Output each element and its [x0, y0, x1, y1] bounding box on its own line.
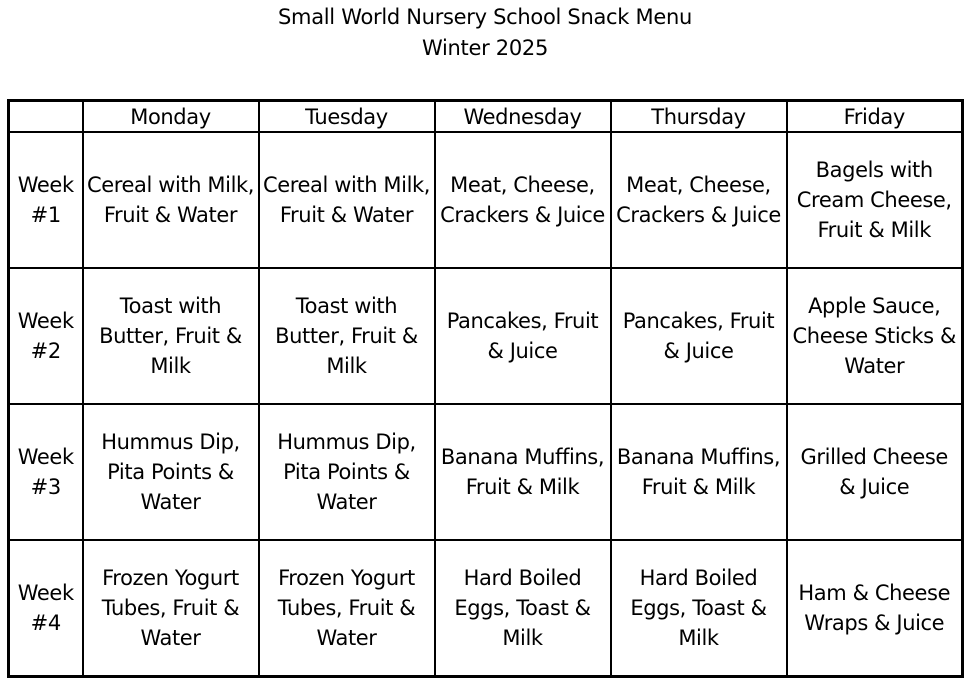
table-row — [9, 132, 963, 268]
page-title: Small World Nursery School Snack Menu — [278, 5, 692, 29]
table-row — [9, 540, 963, 677]
title-block — [0, 2, 970, 64]
menu-cell: Hummus Dip, Pita Points & Water — [83, 404, 259, 540]
day-header-wednesday: Wednesday — [435, 101, 611, 133]
header-row — [9, 101, 963, 133]
menu-cell: Cereal with Milk, Fruit & Water — [83, 132, 259, 268]
table-row — [9, 404, 963, 540]
week-label: Week #2 — [9, 268, 83, 404]
menu-cell: Meat, Cheese, Crackers & Juice — [435, 132, 611, 268]
menu-cell: Banana Muffins, Fruit & Milk — [435, 404, 611, 540]
menu-cell: Hummus Dip, Pita Points & Water — [259, 404, 435, 540]
menu-cell: Frozen Yogurt Tubes, Fruit & Water — [259, 540, 435, 677]
menu-cell: Pancakes, Fruit & Juice — [435, 268, 611, 404]
menu-cell: Ham & Cheese Wraps & Juice — [787, 540, 963, 677]
week-label: Week #1 — [9, 132, 83, 268]
menu-cell: Frozen Yogurt Tubes, Fruit & Water — [83, 540, 259, 677]
day-header-monday: Monday — [83, 101, 259, 133]
menu-cell: Hard Boiled Eggs, Toast & Milk — [435, 540, 611, 677]
table-row — [9, 268, 963, 404]
menu-cell: Grilled Cheese & Juice — [787, 404, 963, 540]
page-subtitle: Winter 2025 — [421, 36, 549, 60]
week-label: Week #3 — [9, 404, 83, 540]
week-label: Week #4 — [9, 540, 83, 677]
day-header-friday: Friday — [787, 101, 963, 133]
day-header-tuesday: Tuesday — [259, 101, 435, 133]
day-header-thursday: Thursday — [611, 101, 787, 133]
menu-cell: Meat, Cheese, Crackers & Juice — [611, 132, 787, 268]
menu-cell: Hard Boiled Eggs, Toast & Milk — [611, 540, 787, 677]
menu-cell: Banana Muffins, Fruit & Milk — [611, 404, 787, 540]
menu-cell: Bagels with Cream Cheese, Fruit & Milk — [787, 132, 963, 268]
corner-cell — [9, 101, 83, 133]
menu-cell: Toast with Butter, Fruit & Milk — [83, 268, 259, 404]
menu-cell: Apple Sauce, Cheese Sticks & Water — [787, 268, 963, 404]
menu-cell: Pancakes, Fruit & Juice — [611, 268, 787, 404]
menu-cell: Toast with Butter, Fruit & Milk — [259, 268, 435, 404]
snack-menu-table — [7, 99, 964, 678]
menu-cell: Cereal with Milk, Fruit & Water — [259, 132, 435, 268]
